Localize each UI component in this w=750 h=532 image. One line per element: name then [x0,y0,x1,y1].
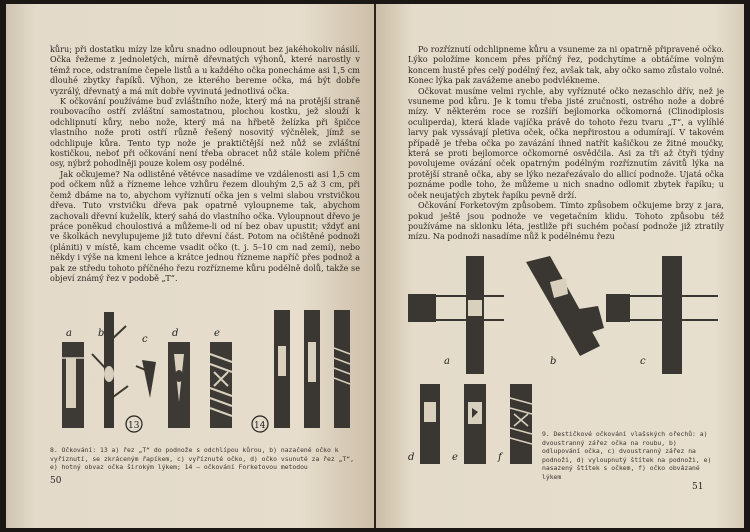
stem-a [62,342,84,428]
forkert-stems [274,310,350,428]
walnut-chip-b [526,256,604,356]
paragraph: Očkovat musíme velmi rychle, aby vyříznuté očko nezaschlo dřív, než je vsuneme pod kůru. Je k tomu třeba jisté zručnosti, ostrého nože a dobré mízy. V některém roce se rozšíří bejlomorka očkomorná (Clinodiplosis oculiperda), která klade vajíčka právě do tohoto řezu tvaru „T“, a vylíhlé larvy pak vyssávají pletiva oček, očka nepřirostou a odumírají. V takovém případě je třeba očka po zavázání ihned natřít kašičkou ze žitné moučky, která se proti bejlomorce očkomorné osvědčila. Asi za tři až čtyři týdny povolujeme ovázání oček opatrným podélným rozříznutím závitů lýka na protější straně očka, aby se lýko nezařezávalo do allicí podnože. Ujatá očka poznáme podle toho, že můžeme u nich snadno odlomit zbytek řapíku; u oček neujatých zbytek řapíku pevně drží. [408,85,724,200]
walnut-stem-e [464,384,486,464]
figure-number: 14 [254,421,266,431]
bud-chip-c [136,360,156,398]
page-number: 51 [692,482,704,492]
figure-8-illustration [46,302,364,442]
figure-caption: 9. Destičkové očkování vlašských ořechů: a) dvoustranný zářez očka na roubu, b) odlupování očka, c) dvoustranný zářez na podnoži, d) vyloupnutý štítek na podnoži, e) nasazený štítek s očkem, f) očko obvázané lýkem [542,430,712,481]
paragraph: K očkování používáme buď zvláštního nože, který má na protější straně roubovacího ostří zvláštní samostatnou, plochou kostku, jež slouží k odchlipnutí kůry, nebo nože, který má na hřbetě želízka při špičce vlastního nože proti ostří různě řešený nosovitý výčnělek, jímž se odchlipuje kůra. Tento typ nože je praktičtější než nůž se zvláštní kostičkou, neboť při očkování není třeba obracet nůž stále kolem příčné osy, nýbrž pohodlněji pouze kolem osy podélné. [50,96,360,169]
figure-label: e [452,452,458,463]
right-text-column [408,44,724,242]
figure-label: a [444,356,450,367]
right-page [376,4,744,528]
paragraph: Po rozříznutí odchlipneme kůru a vsuneme za ni opatrně připravené očko. Lýko položíme koncem přes příčný řez, podchytíme a obtáčíme volným koncem hustě přes celý podélný řez, avšak tak, aby očko samo zůstalo volné. Konec lýka pak zavážeme anebo podvlékneme. [408,44,724,86]
stem-d [168,342,190,428]
paragraph: Jak očkujeme? Na odlistěné větévce nasadíme ve vzdálenosti asi 1,5 cm pod očkem nůž a řízneme lehce vzhůru řezem dlouhým 2,5 až 3 cm, při čemž dbáme na to, abychom vyříznutí očka jen s velmi slabou vrstvičkou dřeva. Tuto vrstvičku dřeva pak opatrně vyloupneme tak, abychom zachovali dřevní kuželík, který sahá do vlastního očka. Vyloupnout dřevo je práce poněkud choulostivá a můžeme-li od ní bez obav upustit; vždyť ani ve školkách nevylupujeme již tuto dřevní část. Potom na očištěné podnoži (plániti) v místě, kam chceme vsadit očko (t. j. 5–10 cm nad zemí), nebo někdy i výše na kmeni lehce a krátce jednou řízneme napříč přes podnož a pak ze středu tohoto příčného řezu rozřízneme kůru podélně dolů, takže se objeví známý řez v podobě „T“. [50,168,360,283]
figure-label: d [172,328,179,339]
stem-e-bound [210,342,232,428]
walnut-stem-f [510,384,532,464]
figure-label: f [498,452,502,463]
figure-label: b [98,328,105,339]
figure-label: b [550,356,557,367]
walnut-stem-d [420,384,440,464]
figure-label: c [640,356,646,367]
figure-label: d [408,452,415,463]
figure-label: e [214,328,220,339]
left-page [6,4,374,528]
walnut-stem-a [408,256,504,374]
figure-number: 13 [128,421,140,431]
book-spread [6,4,744,528]
figure-label: a [66,328,72,339]
figure-caption: 8. Očkování: 13 a) řez „T“ do podnože s odchlípou kůrou, b) nazačené očko k vyříznutí, se zkráceným řapíkem, c) vyříznuté očko, d) očko vsunuté za řez „T“, e) hotný obvaz očka širokým lýkem; 14 — očkování Forketovou metodou [50,446,354,472]
paragraph: kůru; při dostatku mízy lze kůru snadno odloupnout bez jakéhokoliv násilí. Očka řežeme z jednoletých, mírně dřevnatých výhonů, které narostly v témž roce, odstraníme čepele listů a u každého očka ponecháme asi 1,5 cm dlouhé zbytky řapíků. Výhon, ze kterého bereme očka, má být dobře vyzrálý, dřevnatý a má mít dobře vyvinutá jednotlivá očka. [50,44,360,96]
paragraph: Očkování Forketovým způsobem. Tímto způsobem očkujeme brzy z jara, pokud ještě jsou podnože ve vegetačním klidu. Tohoto způsobu též používáme na sklonku léta, jestliže při suchém počasí podnože již ztratily mízu. Na podnoži nasadíme nůž k podélnému řezu [408,200,724,242]
figure-label: c [142,334,148,345]
left-text-column [50,44,360,283]
page-number: 50 [50,476,62,486]
walnut-stem-c [606,256,718,374]
